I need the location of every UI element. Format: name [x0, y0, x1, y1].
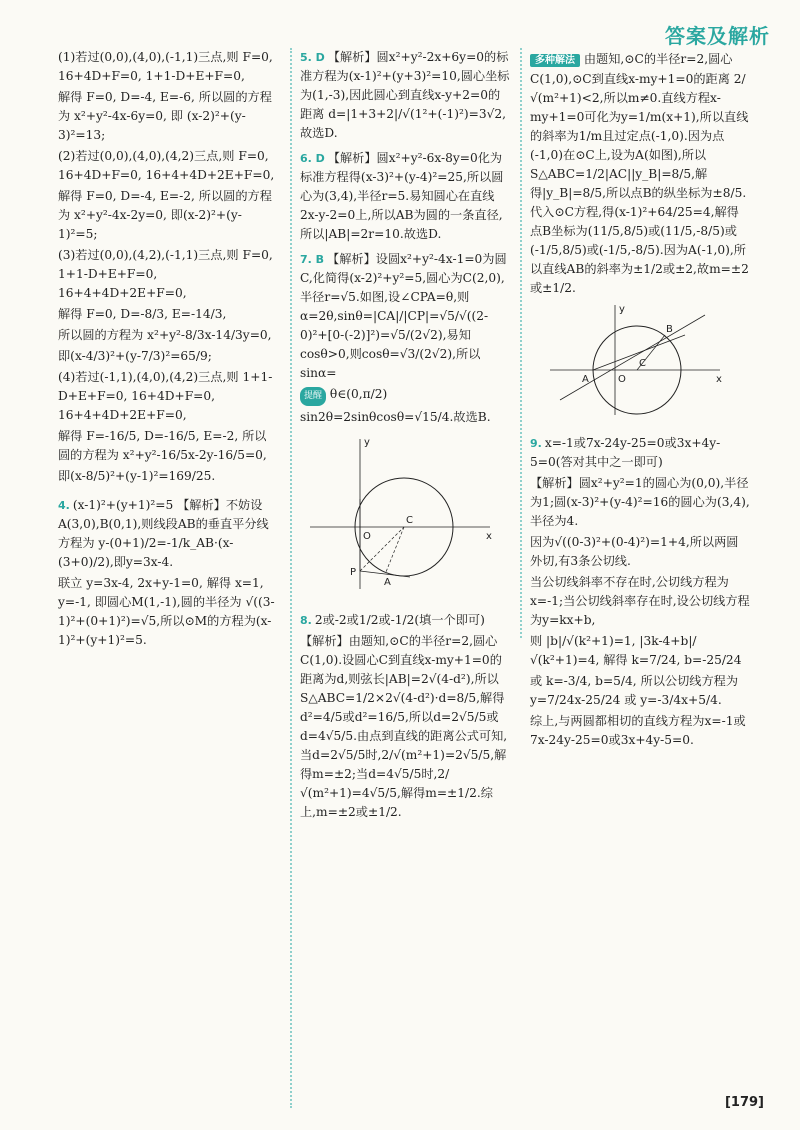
- circle-figure-q7: [300, 429, 500, 599]
- solution-line: 【解析】由题知,⊙C的半径r=2,圆心C(1,0).设圆心C到直线x-my+1=0的距离为d,则弦长|AB|=2√(4-d²),所以S△ABC=1/2×2√(4-d²)·d=8/5,解得d²=4/5或d²=16/5,所以d=2√5/5或d=4√5/5.由点到直线的距离公式可知,当d=2√5/5时,2/√(m²+1)=2√5/5,解得m=±2;当d=4√5/5时,2/√(m²+1)=4√5/5,解得m=±1/2.综上,m=±2或±1/2.: [300, 634, 508, 819]
- x-axis-label: x: [486, 531, 492, 542]
- origin-label: O: [618, 374, 626, 385]
- answer-text: x=-1或7x-24y-25=0或3x+4y-5=0(答对其中之一即可): [530, 436, 721, 469]
- solution-line: 解得 F=-16/5, D=-16/5, E=-2, 所以圆的方程为 x²+y²-16/5x-2y-16/5=0,: [58, 429, 267, 462]
- answer-text: 【解析】设圆x²+y²-4x-1=0为圆C,化简得(x-2)²+y²=5,圆心为C(2,0),半径r=√5.如图,设∠CPA=θ,则α=2θ,sinθ=|CA|/|CP|=√5/√((2-0)²+[0-(-2)]²)=√5/(2√2),易知cosθ>0,则cosθ=√3/(2√2),所以sinα=: [300, 252, 507, 380]
- column-left: [58, 48, 278, 652]
- solution-line: (4)若过(-1,1),(4,0),(4,2)三点,则 1+1-D+E+F=0, 16+4D+F=0, 16+4+4D+2E+F=0,: [58, 370, 273, 422]
- y-axis-label: y: [619, 304, 625, 315]
- alt-solution-text: 由题知,⊙C的半径r=2,圆心C(1,0),⊙C到直线x-my+1=0的距离 2/√(m²+1)<2,所以m≠0.直线方程x-my+1=0可化为y=1/m(x+1),所以直线的斜率为1/m且过定点(-1,0).因为点(-1,0)在⊙C上,设为A(如图),所以S△ABC=1/2|AC||y_B|=8/5,解得|y_B|=8/5,所以点B的纵坐标为±8/5.代入⊙C方程,得(x-1)²+64/25=4,解得点B坐标为(11/5,8/5)或(11/5,-8/5)或(-1/5,8/5)或(-1/5,-8/5).因为A(-1,0),所以直线AB的斜率为±1/2或±2,故m=±2或±1/2.: [530, 52, 749, 295]
- line-ab: [560, 315, 705, 400]
- solution-line: 联立 y=3x-4, 2x+y-1=0, 解得 x=1, y=-1, 即圆心M(1,-1),圆的半径为 √((3-1)²+(0+1)²)=√5,所以⊙M的方程为(x-1)²+(y+1)²=5.: [58, 576, 275, 647]
- solution-line: 因为√((0-3)²+(0-4)²)=1+4,所以两圆外切,有3条公切线.: [530, 535, 739, 568]
- solution-line: 解得 F=0, D=-8/3, E=-14/3,: [58, 307, 227, 321]
- alt-solution: [530, 50, 750, 298]
- answer-text: 【解析】圆x²+y²-6x-8y=0化为标准方程得(x-3)²+(y-4)²=25,所以圆心为(3,4),半径r=5.易知圆心在直线2x-y-2=0上,所以AB为圆的一条直径,所以|AB|=2r=10.故选D.: [300, 151, 504, 241]
- question-number: 7. B: [300, 253, 325, 266]
- answer-text: 2或-2或1/2或-1/2(填一个即可): [314, 613, 485, 627]
- solution-line: 综上,与两圆都相切的直线方程为x=-1或7x-24y-25=0或3x+4y-5=0.: [530, 714, 746, 747]
- segment-ca: [386, 527, 404, 572]
- multi-method-badge: 多种解法: [530, 54, 580, 67]
- tip-badge: 提醒: [300, 387, 326, 406]
- solution-line: (3)若过(0,0),(4,2),(-1,1)三点,则 F=0, 1+1-D+E+F=0, 16+4+4D+2E+F=0,: [58, 248, 273, 300]
- point-b-label: B: [666, 324, 673, 335]
- point-a-label: A: [582, 374, 589, 385]
- question-9: [530, 434, 750, 472]
- column-middle: [300, 48, 510, 824]
- solution-line: 解得 F=0, D=-4, E=-6, 所以圆的方程为 x²+y²-4x-6y=0, 即 (x-2)²+(y-3)²=13;: [58, 90, 272, 142]
- solution-line: 或 k=-3/4, b=5/4, 所以公切线方程为 y=7/24x-25/24 或 y=-3/4x+5/4.: [530, 674, 739, 707]
- solution-line: 当公切线斜率不存在时,公切线方程为x=-1;当公切线斜率存在时,设公切线方程为y=kx+b,: [530, 575, 750, 627]
- question-6: [300, 149, 510, 244]
- answer-text: (x-1)²+(y+1)²=5 【解析】不妨设A(3,0),B(0,1),则线段AB的垂直平分线方程为 y-(0+1)/2=-1/k_AB·(x-(3+0)/2),即y=3x-4.: [58, 498, 269, 569]
- point-c-label: C: [406, 515, 413, 526]
- solution-line: 【解析】圆x²+y²=1的圆心为(0,0),半径为1;圆(x-3)²+(y-4)²=16的圆心为(3,4),半径为4.: [530, 476, 750, 528]
- solution-line: 即(x-8/5)²+(y-1)²=169/25.: [58, 469, 216, 483]
- question-7: [300, 250, 510, 383]
- page-header: 答案及解析: [665, 24, 770, 48]
- circle-figure-q8: [530, 300, 730, 420]
- question-number: 6. D: [300, 152, 325, 165]
- solution-line: sin2θ=2sinθcosθ=√15/4.故选B.: [300, 410, 491, 424]
- tip-text: θ∈(0,π/2): [329, 387, 388, 401]
- point-c-label: C: [639, 358, 646, 369]
- solution-line: 解得 F=0, D=-4, E=-2, 所以圆的方程为 x²+y²-4x-2y=0, 即(x-2)²+(y-1)²=5;: [58, 189, 272, 241]
- solution-line: (1)若过(0,0),(4,0),(-1,1)三点,则 F=0, 16+4D+F=0, 1+1-D+E+F=0,: [58, 50, 273, 83]
- point-a-label: A: [384, 577, 391, 588]
- solution-line: 即(x-4/3)²+(y-7/3)²=65/9;: [58, 349, 212, 363]
- question-number: 5. D: [300, 51, 325, 64]
- question-number: 4.: [58, 499, 70, 512]
- column-right: [530, 50, 750, 752]
- column-divider: [290, 48, 292, 1108]
- x-axis-label: x: [716, 374, 722, 385]
- solution-line: (2)若过(0,0),(4,0),(4,2)三点,则 F=0, 16+4D+F=0, 16+4+4D+2E+F=0,: [58, 149, 275, 182]
- solution-line: 所以圆的方程为 x²+y²-8/3x-14/3y=0,: [58, 328, 272, 342]
- tip-line: [300, 385, 510, 406]
- question-4: [58, 496, 278, 572]
- question-number: 9.: [530, 437, 542, 450]
- y-axis-label: y: [364, 437, 370, 448]
- origin-label: O: [363, 531, 371, 542]
- column-divider: [520, 48, 522, 638]
- page-number-value: 179: [730, 1095, 759, 1110]
- solution-line: 则 |b|/√(k²+1)=1, |3k-4+b|/√(k²+1)=4, 解得 k=7/24, b=-25/24: [530, 634, 742, 667]
- answer-text: 【解析】圆x²+y²-2x+6y=0的标准方程为(x-1)²+(y+3)²=10,圆心坐标为(1,-3),因此圆心到直线x-y+2=0的距离 d=|1+3+2|/√(1²+(-1)²)=3√2,故选D.: [300, 50, 510, 140]
- page-number: [179]: [724, 1095, 764, 1110]
- question-8: [300, 611, 510, 630]
- question-number: 8.: [300, 614, 312, 627]
- question-5: [300, 48, 510, 143]
- point-p-label: P: [350, 567, 357, 578]
